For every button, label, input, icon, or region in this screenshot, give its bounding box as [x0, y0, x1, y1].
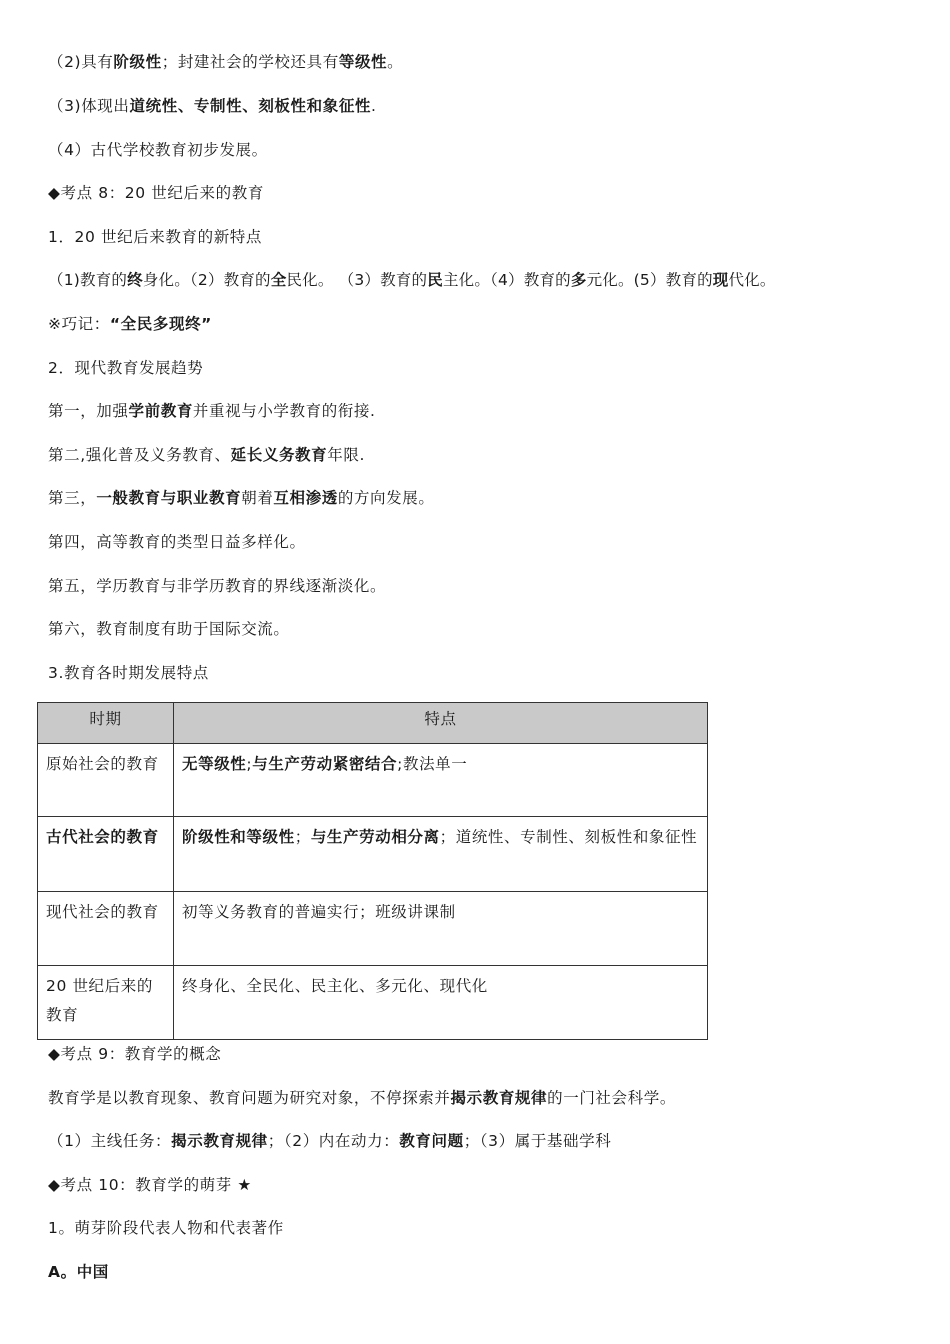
- bold-text: 与生产劳动相分离: [310, 828, 440, 847]
- text-run: ；道统性、专制性、刻板性和象征性: [439, 828, 698, 847]
- bold-text: 多: [570, 271, 587, 289]
- bold-text: 古代社会的教育: [46, 828, 159, 847]
- table-header-row: [38, 703, 708, 744]
- features-cell: [174, 744, 708, 817]
- bold-text: 与生产劳动紧密结合: [252, 755, 398, 774]
- text-run: 教育学是以教育现象、教育问题为研究对象，不停探索并: [48, 1089, 451, 1107]
- bold-text: 揭示教育规律: [450, 1089, 548, 1107]
- bold-text: 揭示教育规律: [171, 1132, 268, 1150]
- text-run: 20 世纪后来的教育: [46, 977, 153, 1025]
- text-run: 1．20 世纪后来教育的新特点: [48, 228, 263, 246]
- subheading: [48, 226, 262, 248]
- section-heading: [48, 1174, 252, 1196]
- text-run: ；（3）属于基础学科: [463, 1132, 612, 1150]
- bold-text: 阶级性: [113, 53, 162, 71]
- text-run: ;教法单一: [397, 755, 468, 774]
- subheading: [48, 1217, 284, 1239]
- section-heading: [48, 1043, 221, 1065]
- bold-text: 一般教育与职业教育: [96, 489, 242, 507]
- text-run: 第五，学历教育与非学历教育的界线逐渐淡化。: [48, 577, 387, 595]
- text-line: [48, 400, 376, 422]
- text-run: 年限.: [327, 446, 365, 464]
- text-run: （1)教育的: [48, 271, 128, 289]
- text-run: 原始社会的教育: [46, 755, 159, 774]
- features-cell: [174, 817, 708, 892]
- text-run: 第三，: [48, 489, 97, 507]
- text-run: （2)具有: [48, 53, 114, 71]
- text-run: ；封建社会的学校还具有: [161, 53, 339, 71]
- subheading: [48, 1261, 109, 1283]
- text-run: ;: [246, 755, 253, 774]
- text-run: .: [371, 97, 377, 115]
- text-run: ◆考点 10：教育学的萌芽 ★: [48, 1176, 252, 1194]
- text-run: ；（2）内在动力：: [267, 1132, 400, 1150]
- text-run: 现代社会的教育: [46, 903, 159, 922]
- text-run: 终身化、全民化、民主化、多元化、现代化: [182, 977, 488, 996]
- bold-text: 全: [270, 271, 287, 289]
- text-run: 民化。 （3）教育的: [286, 271, 428, 289]
- text-line: [48, 51, 403, 73]
- text-run: 第二,强化普及义务教育、: [48, 446, 231, 464]
- text-run: （4）古代学校教育初步发展。: [48, 141, 268, 159]
- features-cell: [174, 892, 708, 966]
- text-run: 。: [387, 53, 404, 71]
- bold-text: 民: [427, 271, 443, 289]
- text-run: 初等义务教育的普遍实行；班级讲课制: [182, 903, 456, 922]
- bold-text: 现: [712, 271, 729, 289]
- text-line: [48, 487, 434, 509]
- bold-text: 教育问题: [399, 1132, 464, 1150]
- text-run: ◆考点 8：20 世纪后来的教育: [48, 184, 264, 202]
- text-run: ※巧记：: [48, 315, 110, 333]
- text-run: 朝着: [241, 489, 274, 507]
- text-run: 并重视与小学教育的衔接.: [192, 402, 376, 420]
- subheading: [48, 662, 209, 684]
- text-run: 的方向发展。: [337, 489, 435, 507]
- bold-text: A。中国: [48, 1263, 109, 1281]
- text-line: [48, 531, 306, 553]
- table-row: [38, 817, 708, 892]
- text-run: （3)体现出: [48, 97, 130, 115]
- text-line: [48, 95, 377, 117]
- period-cell: [38, 892, 174, 966]
- text-run: ；: [294, 828, 311, 847]
- bold-text: 阶级性和等级性: [182, 828, 295, 847]
- text-run: 代化。: [728, 271, 776, 289]
- bold-text: 互相渗透: [273, 489, 338, 507]
- bold-text: 学前教育: [128, 402, 193, 420]
- text-line: [48, 1087, 676, 1109]
- text-line: [48, 269, 776, 291]
- table-row: [38, 892, 708, 966]
- column-header: 特点: [174, 703, 708, 744]
- features-cell: [174, 966, 708, 1040]
- text-run: 2．现代教育发展趋势: [48, 359, 204, 377]
- bold-text: 等级性: [338, 53, 388, 71]
- section-heading: [48, 182, 264, 204]
- text-line: [48, 139, 268, 161]
- text-line: [48, 618, 290, 640]
- text-run: 元化。(5）教育的: [586, 271, 713, 289]
- text-run: 3.教育各时期发展特点: [48, 664, 209, 682]
- bold-text: 无等级性: [182, 755, 247, 774]
- text-run: 第六，教育制度有助于国际交流。: [48, 620, 290, 638]
- text-run: 1。萌芽阶段代表人物和代表著作: [48, 1219, 284, 1237]
- bold-text: “全民多现终”: [109, 315, 212, 333]
- text-line: [48, 575, 386, 597]
- bold-text: 终: [127, 271, 143, 289]
- text-run: ◆考点 9：教育学的概念: [48, 1045, 222, 1063]
- text-run: 的一门社会科学。: [547, 1089, 676, 1107]
- text-run: 身化。（2）教育的: [142, 271, 271, 289]
- text-line: [48, 444, 365, 466]
- text-run: （1）主线任务：: [48, 1132, 172, 1150]
- mnemonic-line: [48, 313, 212, 335]
- text-run: 第四，高等教育的类型日益多样化。: [48, 533, 306, 551]
- bold-text: 道统性、专制性、刻板性和象征性: [129, 97, 372, 115]
- text-run: 主化。（4）教育的: [442, 271, 571, 289]
- period-cell: [38, 966, 174, 1040]
- text-line: [48, 1130, 611, 1152]
- education-periods-table: [37, 702, 708, 1040]
- period-cell: [38, 817, 174, 892]
- table-row: [38, 966, 708, 1040]
- subheading: [48, 357, 203, 379]
- column-header: 时期: [38, 703, 174, 744]
- period-cell: [38, 744, 174, 817]
- text-run: 第一，加强: [48, 402, 129, 420]
- bold-text: 延长义务教育: [230, 446, 328, 464]
- table-row: [38, 744, 708, 817]
